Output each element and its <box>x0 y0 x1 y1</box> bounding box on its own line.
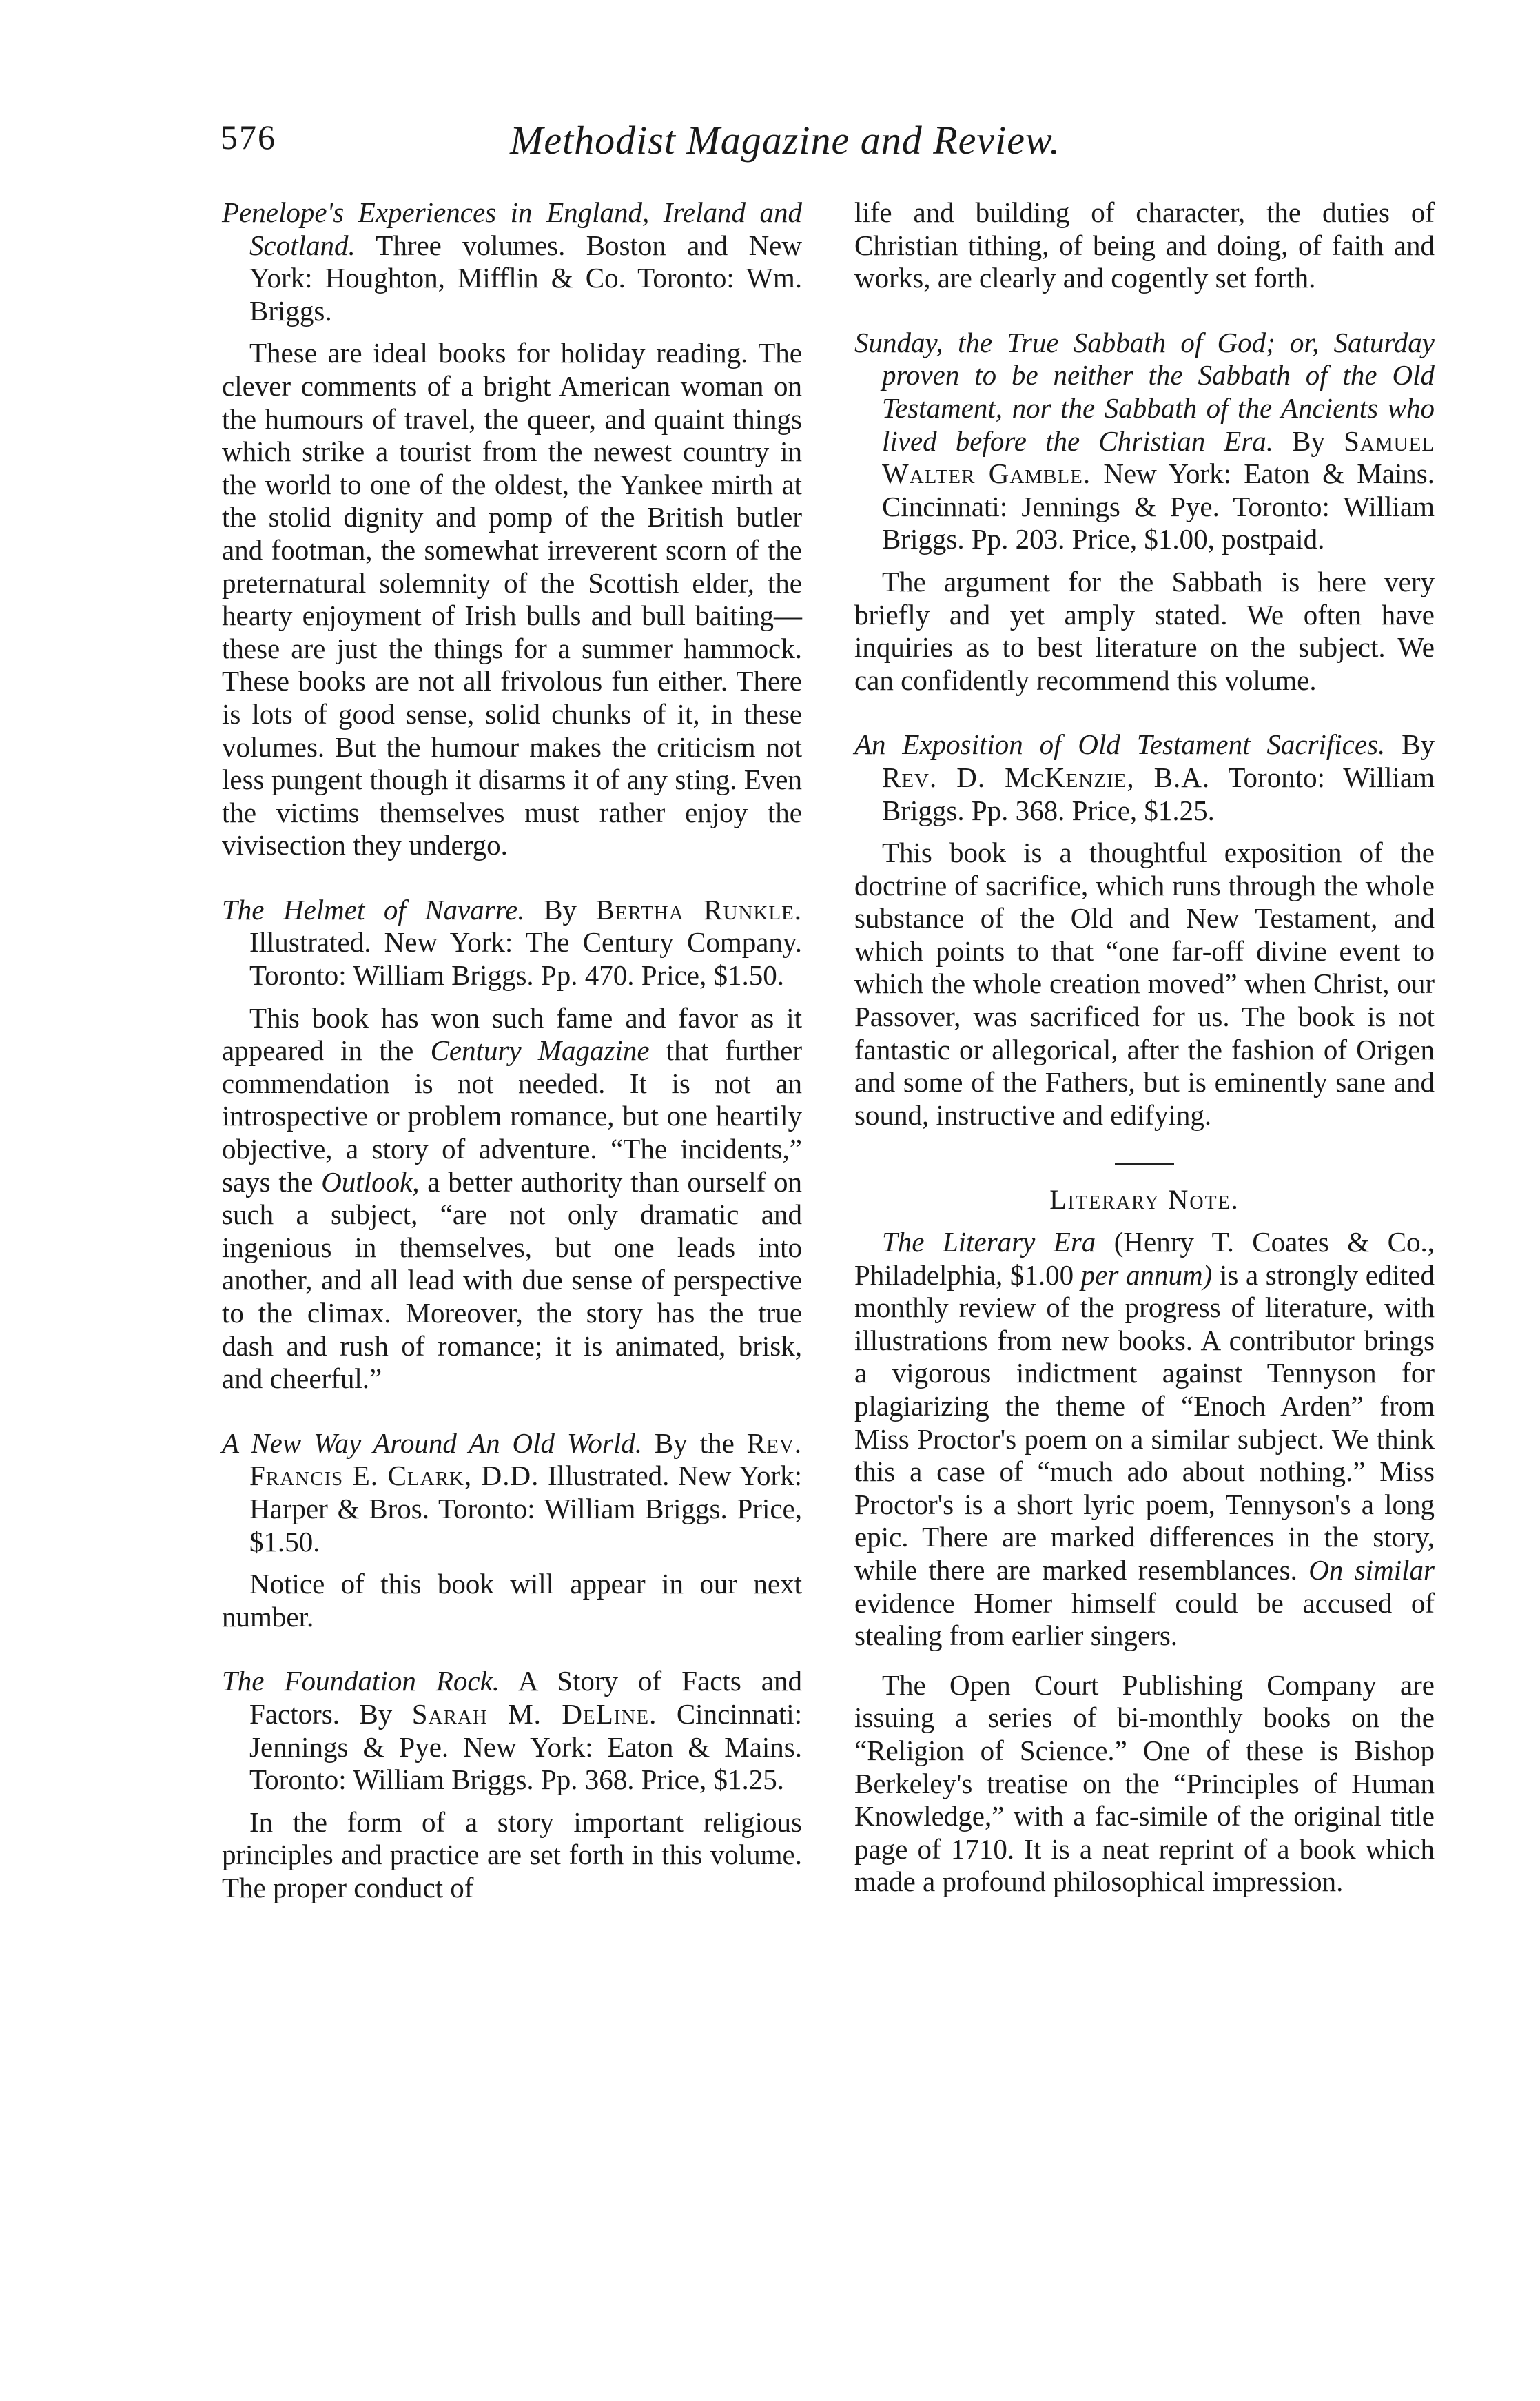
author-name: Bertha Runkle. <box>595 893 803 926</box>
author-name: Rev. D. McKenzie, B.A. <box>882 761 1211 793</box>
left-column <box>222 196 802 1937</box>
review-body: These are ideal books for holiday reading. The clever comments of a bright American woman on the humours of travel, the queer, and quaint things which strike a tourist from the newest country in the world to one of the oldest, the Yankee mirth at the stolid dignity and pomp of the British butler and footman, the somewhat irreverent scorn of the preternatural solemnity of the Scottish elder, the hearty enjoyment of Irish bulls and bull baiting—these are just the things for a summer hammock. These books are not all frivolous fun either. There is lots of good sense, solid chunks of it, in these volumes. But the humour makes the criticism not less pungent though it disarms it of any sting. Even the victims themselves must rather enjoy the vivisection they undergo. <box>222 337 802 861</box>
review-foundation-rock <box>222 1665 802 1904</box>
literary-note-paragraph: The Open Court Publishing Company are issuing a series of bi-monthly books on the “Religion of Science.” One of these is Bishop Berkeley's treatise on the “Principles of Human Knowledge,” with a fac-simile of the original title page of 1710. It is a neat reprint of a book which made a profound philosophical impression. <box>854 1668 1435 1898</box>
literary-note-section <box>854 1183 1435 1898</box>
by-word: By <box>359 1697 393 1730</box>
review-body: The argument for the Sabbath is here very briefly and yet amply stated. We often have inquiries as to best literature on the subject. We can confidently recommend this volume. <box>854 565 1435 696</box>
review-citation <box>222 1665 802 1796</box>
page-number: 576 <box>220 118 276 156</box>
review-citation <box>222 196 802 327</box>
running-head <box>220 117 1364 172</box>
review-body: This book is a thoughtful exposition of the doctrine of sacrifice, which runs through the whole substance of the Old and New Testament, and which points to that “one far-off divine event to which the whole creation moved” when Christ, our Passover, was sacrificed for us. The book is not fantastic or allegorical, after the fashion of Origen and some of the Fathers, but is eminently sane and sound, instructive and edifying. <box>854 837 1435 1131</box>
literary-note-paragraph <box>854 1226 1435 1653</box>
review-body-continued: life and building of character, the duties of Christian tithing, of being and doing, of faith and works, are clearly and cogently set forth. <box>854 196 1435 294</box>
review-new-way-around <box>222 1427 802 1634</box>
review-body <box>222 1002 802 1396</box>
journal-title: Methodist Magazine and Review. <box>510 118 1060 163</box>
review-old-testament-sacrifices <box>854 728 1435 1132</box>
review-sunday-true-sabbath <box>854 327 1435 697</box>
review-helmet-of-navarre <box>222 894 802 1396</box>
review-citation <box>854 327 1435 556</box>
book-title: A New Way Around An Old World. <box>222 1427 642 1459</box>
publication-details: Three volumes. Boston and New York: Houghton, Mifflin & Co. Toronto: Wm. Briggs. <box>249 229 802 327</box>
book-title: The Helmet of Navarre. <box>222 893 525 926</box>
body-part: that further commendation is not needed. It is not an introspective or problem romance, but one heartily objective, a story of adventure. “The incidents,” says the <box>222 1034 803 1198</box>
review-citation <box>854 728 1435 827</box>
review-body: In the form of a story important religious principles and practice are set forth in this volume. The proper conduct of <box>222 1806 802 1903</box>
by-word: By <box>1402 728 1435 761</box>
book-subtitle: A Story of Facts and Factors. <box>249 1665 802 1730</box>
body-part: evidence Homer himself could be accused of stealing from earlier singers. <box>854 1586 1435 1652</box>
magazine-name: Century Magazine <box>430 1034 650 1067</box>
review-foundation-rock-continued <box>854 196 1435 295</box>
by-word: By <box>1292 425 1325 457</box>
by-word: By <box>544 893 577 926</box>
review-citation <box>222 1427 802 1558</box>
publication-details: Illustrated. New York: Harper & Bros. Toronto: William Briggs. Price, $1.50. <box>249 1460 802 1557</box>
book-title: An Exposition of Old Testament Sacrifices. <box>854 728 1386 761</box>
book-title: Sunday, the True Sabbath of God; or, Saturday proven to be neither the Sabbath of the Old Testament, nor the Sabbath of the Ancients who lived before the Christian Era. <box>854 326 1435 457</box>
publication-details: Cincinnati: Jennings & Pye. New York: Eaton & Mains. Toronto: William Briggs. Pp. 368. Price, $1.25. <box>249 1697 803 1796</box>
section-heading: Literary Note. <box>1049 1184 1240 1216</box>
review-body: Notice of this book will appear in our next number. <box>222 1568 802 1633</box>
author-name: Sarah M. DeLine. <box>411 1697 657 1730</box>
author-name: Rev. Francis E. Clark, D.D. <box>249 1427 803 1492</box>
book-title: The Foundation Rock. <box>222 1665 500 1697</box>
body-part: This book has won such fame and favor as it appeared in the <box>222 1001 802 1067</box>
section-divider <box>1115 1163 1174 1165</box>
publication-details: Toronto: William Briggs. Pp. 368. Price, $1.25. <box>882 761 1435 826</box>
review-citation <box>222 894 802 992</box>
author-name: Samuel Walter Gamble. <box>882 425 1435 490</box>
body-part: (Henry T. Coates & Co., Philadelphia, $1.00 <box>854 1226 1435 1291</box>
periodical-title: The Literary Era <box>882 1226 1096 1258</box>
by-word: By the <box>654 1427 735 1459</box>
publication-details: Illustrated. New York: The Century Company. Toronto: William Briggs. Pp. 470. Price, $1.50. <box>249 926 802 992</box>
per-annum: per annum) <box>1080 1258 1213 1291</box>
publication-details: New York: Eaton & Mains. Cincinnati: Jennings & Pye. Toronto: William Briggs. Pp. 203. Price, $1.00, postpaid. <box>882 458 1435 555</box>
book-title: Penelope's Experiences in England, Ireland and Scotland. <box>222 196 802 261</box>
review-penelopes-experiences <box>222 196 802 862</box>
on-similar: On similar <box>1308 1553 1435 1586</box>
right-column <box>854 196 1435 1899</box>
body-part: is a strongly edited monthly review of the progress of literature, with illustrations from new books. A contributor brings a vigorous indictment against Tennyson for plagiarizing the theme of “Enoch Arden” from Miss Proctor's poem on a similar subject. We think this a case of “much ado about nothing.” Miss Proctor's is a short lyric poem, Tennyson's a long epic. There are marked differences in the story, while there are marked resemblances. <box>854 1258 1435 1586</box>
outlook-name: Outlook, <box>321 1165 420 1198</box>
body-part: a better authority than ourself on such a subject, “are not only dramatic and ingenious in themselves, but one leads into another, and all lead with due sense of perspective to the climax. Moreover, the story has the true dash and rush of romance; it is animated, brisk, and cheerful.” <box>222 1165 803 1395</box>
